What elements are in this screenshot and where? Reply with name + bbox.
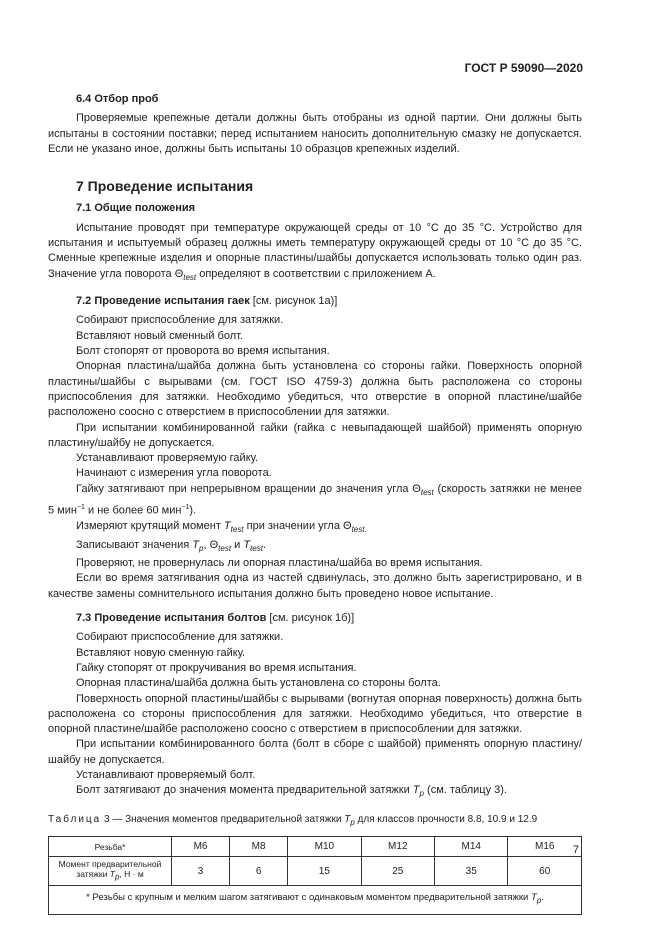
paragraph: Болт стопорят от проворота во время испытания. [76,345,330,358]
paragraph: Измеряют крутящий момент $T_{test}$ при значении угла $\Theta_{test.}$ [76,520,367,535]
paragraph: Собирают приспособление для затяжки. [76,631,284,644]
table-cell: M16 [508,837,582,857]
table-row [49,886,582,915]
table-cell: M10 [288,837,361,857]
paragraph: Начинают с измерения угла поворота. [76,467,272,480]
paragraph: Поверхность опорной пластины/шайбы с вырывами (вогнутая опорная поверхность) должна быть расположена со стороны приспособления для затяжки. Необходимо убедиться, что отверстие в опорной пластине/шайбе расположено соосно с отверстием в приспособлении для затяжки. [48,692,582,736]
section-7-3-title: 7.3 Проведение испытания болтов [см. рисунок 1б)] [76,612,355,625]
paragraph: Вставляют новую сменную гайку. [76,646,246,659]
table-cell: 35 [435,857,508,886]
paragraph: Если во время затягивания одна из частей сдвинулась, это должно быть зарегистрировано, и в качестве замены сомнительного испытания должно быть проведено новое испытание. [48,572,582,600]
paragraph: При испытании комбинированного болта (болт в сборе с шайбой) применять опорную пластину/шайбу не допускается. [48,738,582,766]
table-cell: 25 [361,857,434,886]
paragraph: Гайку стопорят от прокручивания во время испытания. [76,661,357,674]
paragraph: Собирают приспособление для затяжки. [76,314,284,327]
paragraph: Болт затягивают до значения момента предварительной затяжки $T_p$ (см. таблицу 3). [76,784,507,799]
table-footnote: * Резьбы с крупным и мелким шагом затягивают с одинаковым моментом предварительной затяжки $T_p$. [49,886,582,915]
section-7-1-title: 7.1 Общие положения [76,202,196,215]
paragraph: Устанавливают проверяемый болт. [76,768,256,781]
page-content [48,92,582,915]
table-row [49,837,582,857]
paragraph: При испытании комбинированной гайки (гайка с невыпадающей шайбой) применять опорную пластину/шайбу не допускается. [48,421,582,449]
table-cell: M14 [435,837,508,857]
table-cell: 15 [288,857,361,886]
section-7-2-title: 7.2 Проведение испытания гаек [см. рисунок 1а)] [76,295,338,308]
section-7-1-paragraph: Испытание проводят при температуре окружающей среды от 10 °С до 35 °С. Устройство для испытания и испытуемый образец должны иметь температуру окружающей среды от 10 °С до 35 °С. Сменные крепежные изделия и опорные пластины/шайбы допускается использовать только один раз. Значение угла поворота $\Theta_{test}$ определяют в соответствии с приложением А. [48,221,582,282]
section-6-4-title: 6.4 Отбор проб [76,93,159,105]
table-cell: Резьба* [49,837,172,857]
table-cell: 6 [230,857,288,886]
table-cell: M6 [172,837,230,857]
paragraph: Вставляют новый сменный болт. [76,329,243,342]
paragraph: Проверяют, не провернулась ли опорная пластина/шайба во время испытания. [76,557,483,570]
section-6-4-paragraph: Проверяемые крепежные детали должны быть отобраны из одной партии. Они должны быть испытаны в состоянии поставки; перед испытанием наносить дополнительную смазку не допускается. Если не указано иное, должны быть испытаны 10 образцов крепежных изделий. [48,112,582,155]
paragraph: Записывают значения $T_p$, $\Theta_{test}$ и $T_{test}$. [76,538,267,553]
paragraph: Гайку затягивают при непрерывном вращении до значения угла $\Theta_{test}$ (скорость затяжки не менее 5 мин$^{-1}$ и не более 60 мин$^{-1}$). [48,482,582,517]
paragraph: Опорная пластина/шайба должна быть установлена со стороны гайки. Поверхность опорной пластины/шайбы с вырывами (см. ГОСТ ISO 4759-3) должна быть расположена со стороны приспособления для затяжки. Необходимо убедиться, что отверстие в опорной пластине/шайбе расположено соосно с отверстием в приспособлении для затяжки. [48,360,582,419]
standard-header: ГОСТ Р 59090—2020 [464,61,583,75]
table-cell: 60 [508,857,582,886]
table-cell: 3 [172,857,230,886]
table-cell: M12 [361,837,434,857]
page-number: 7 [572,844,579,856]
table-cell: Момент предварительной затяжки $T_p$, Н · м [49,857,172,886]
table-caption: Таблица 3 — Значения моментов предварительной затяжки $T_p$ для классов прочности 8.8, 10.9 и 12.9 [48,813,538,827]
table-cell: M8 [230,837,288,857]
table-row [49,857,582,886]
paragraph: Опорная пластина/шайба должна быть установлена со стороны болта. [76,677,441,690]
section-7-title: 7 Проведение испытания [76,178,254,195]
paragraph: Устанавливают проверяемую гайку. [76,452,259,465]
torque-table [48,836,582,915]
